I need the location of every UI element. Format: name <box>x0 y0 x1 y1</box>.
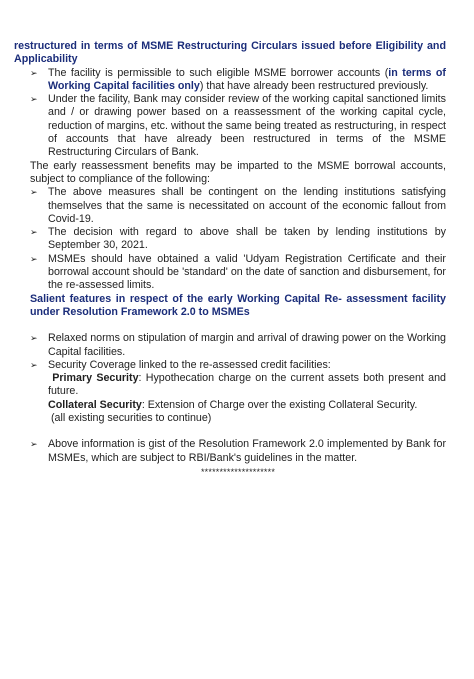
bullet-text: ) that have already been restructured previously. <box>199 79 429 92</box>
bullet-text: Security Coverage linked to the re-assessed credit facilities: <box>48 358 331 371</box>
securities-note-text: (all existing securities to continue) <box>50 412 212 425</box>
list-item <box>30 67 446 94</box>
bullet-text: The decision with regard to above shall be taken by lending institutions by September 30, 2021. <box>48 226 446 252</box>
arrow-bullet-icon: ➢ <box>30 333 38 344</box>
arrow-bullet-icon: ➢ <box>30 439 38 450</box>
securities-note <box>30 412 446 425</box>
list-item <box>30 359 446 372</box>
section-heading-eligibility: restructured in terms of MSME Restructuring Circulars issued before Eligibility and Applicability <box>14 40 446 66</box>
end-marker: ******************** <box>200 466 276 477</box>
arrow-bullet-icon: ➢ <box>30 187 38 198</box>
list-item <box>30 332 446 359</box>
spacer <box>30 319 446 332</box>
bullet-text: Under the facility, Bank may consider review of the working capital sanctioned limits and / or drawing power based on a reassessment of the working capital cycle, reduction of margins, etc. without the same being treated as restructuring, in respect of accounts that have already been restructured in terms of the MSME Restructuring Circulars of Bank. <box>48 93 447 159</box>
list-item <box>30 226 446 253</box>
list-item <box>30 253 446 293</box>
list-item <box>30 93 446 159</box>
list-item <box>30 186 446 226</box>
bullet-text: The above measures shall be contingent on the lending institutions satisfying themselves that the same is necessitated on account of the economic fallout from Covid-19. <box>48 186 446 225</box>
arrow-bullet-icon: ➢ <box>30 359 38 370</box>
bullet-text: The facility is permissible to such eligible MSME borrower accounts ( <box>48 66 389 79</box>
bullet-text: Relaxed norms on stipulation of margin and arrival of drawing power on the Working Capital facilities. <box>48 332 446 358</box>
arrow-bullet-icon: ➢ <box>30 67 38 78</box>
bullet-text: Above information is gist of the Resolution Framework 2.0 implemented by Bank for MSMEs, which are subject to RBI/Bank's guidelines in the matter. <box>48 438 446 464</box>
document-page <box>14 40 447 479</box>
list-item <box>30 438 446 465</box>
arrow-bullet-icon: ➢ <box>30 94 38 105</box>
bullet-text: MSMEs should have obtained a valid 'Udyam Registration Certificate and their borrowal account should be 'standard' on the date of sanction and disbursement, for the re-assessed limits. <box>48 252 446 292</box>
primary-security-line <box>30 372 446 399</box>
collateral-security-label: Collateral Security <box>48 398 142 411</box>
arrow-bullet-icon: ➢ <box>30 227 38 238</box>
spacer <box>30 425 446 438</box>
collateral-security-text: : Extension of Charge over the existing Collateral Security. <box>141 398 418 411</box>
arrow-bullet-icon: ➢ <box>30 253 38 264</box>
bullet-bold-text: in terms of Working Capital facilities only <box>48 66 446 92</box>
primary-security-text: : Hypothecation charge on the current assets both present and future. <box>48 372 446 398</box>
primary-security-label: Primary Security <box>52 372 139 385</box>
collateral-security-line <box>30 399 446 412</box>
paragraph: The early reassessment benefits may be imparted to the MSME borrowal accounts, subject to compliance of the following: <box>30 159 446 185</box>
section-heading-salient-features: Salient features in respect of the early Working Capital Re- assessment facility under Resolution Framework 2.0 to MSMEs <box>30 292 446 318</box>
